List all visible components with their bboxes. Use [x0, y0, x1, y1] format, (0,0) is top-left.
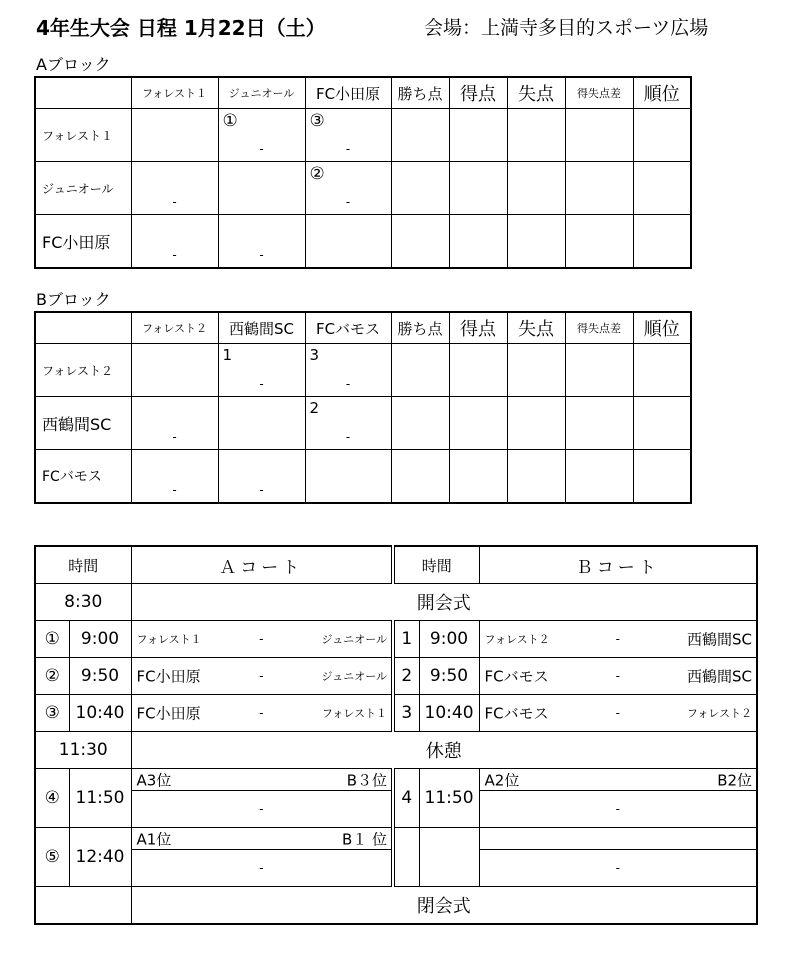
stat-cell	[391, 162, 449, 215]
col-header: フォレスト１	[131, 77, 218, 109]
diagonal-cell	[218, 162, 305, 215]
court-b-match	[479, 658, 757, 695]
court-a-score	[131, 791, 393, 828]
vs-dash: -	[615, 632, 620, 646]
away-seed: B2位	[717, 771, 753, 789]
stat-cell	[507, 344, 565, 397]
away-team: ジュニオール	[321, 633, 388, 646]
match-number: 2	[309, 399, 320, 417]
vs-dash: -	[259, 802, 264, 816]
vs-dash: -	[615, 861, 620, 875]
stat-cell	[565, 344, 633, 397]
match-number: ⑤	[35, 828, 69, 887]
result-cell	[131, 215, 218, 269]
home-team: FC小田原	[136, 704, 201, 723]
match-time: 9:50	[69, 658, 131, 695]
away-team: 西鶴間SC	[687, 667, 753, 686]
score-dash: -	[345, 142, 351, 156]
result-cell	[305, 162, 391, 215]
row-name: FCバモス	[35, 450, 131, 504]
away-team: フォレスト１	[321, 707, 388, 720]
match-time: 12:40	[69, 828, 131, 887]
venue-label: 会場：上満寺多目的スポーツ広場	[424, 17, 709, 39]
score-dash: -	[172, 195, 177, 209]
stat-cell	[565, 109, 633, 162]
empty-cell	[479, 828, 757, 850]
result-cell	[218, 344, 305, 397]
col-header: 勝ち点	[391, 77, 449, 109]
corner-cell	[35, 77, 131, 109]
row-name: ジュニオール	[35, 162, 131, 215]
home-team: FC小田原	[136, 667, 201, 686]
stat-cell	[507, 397, 565, 450]
diagonal-cell	[131, 109, 218, 162]
col-header: 得失点差	[565, 312, 633, 344]
match-number: ①	[35, 621, 69, 658]
empty-cell	[393, 828, 419, 887]
away-seed: B３位	[346, 771, 388, 789]
match-time: 10:40	[69, 695, 131, 732]
stat-cell	[507, 109, 565, 162]
block-a-table	[34, 76, 692, 269]
stat-cell	[391, 109, 449, 162]
stat-cell	[633, 397, 691, 450]
home-team: FCバモス	[484, 704, 549, 723]
col-header: ジュニオール	[218, 77, 305, 109]
vs-dash: -	[259, 669, 264, 683]
result-cell	[305, 397, 391, 450]
stat-cell	[449, 109, 507, 162]
vs-dash: -	[259, 861, 264, 875]
score-dash: -	[259, 248, 264, 262]
vs-dash: -	[259, 706, 264, 720]
col-header: 得点	[449, 312, 507, 344]
diagonal-cell	[305, 215, 391, 269]
away-team: ジュニオール	[321, 670, 388, 683]
match-time: 11:50	[419, 769, 479, 828]
match-number: ②	[35, 658, 69, 695]
col-header: 得失点差	[565, 77, 633, 109]
match-time: 11:50	[69, 769, 131, 828]
home-team: フォレスト１	[136, 633, 202, 646]
match-number: ①	[222, 111, 238, 131]
stat-cell	[507, 450, 565, 504]
score-dash: -	[172, 483, 177, 497]
match-number: 1	[393, 621, 419, 658]
court-b-seeds	[479, 769, 757, 791]
col-header: FCバモス	[305, 312, 391, 344]
result-cell	[218, 450, 305, 504]
stat-cell	[391, 397, 449, 450]
break-time: 11:30	[35, 732, 131, 769]
schedule-table	[34, 545, 758, 925]
court-a-match	[131, 658, 393, 695]
vs-dash: -	[615, 706, 620, 720]
score-dash: -	[345, 195, 351, 209]
diagonal-cell	[218, 397, 305, 450]
home-seed: A1位	[136, 830, 172, 848]
result-cell	[218, 215, 305, 269]
match-number: 3	[393, 695, 419, 732]
break-label: 休憩	[131, 732, 757, 769]
match-number: ②	[309, 164, 325, 184]
col-header: 順位	[633, 77, 691, 109]
match-time: 9:00	[69, 621, 131, 658]
col-header: FC小田原	[305, 77, 391, 109]
score-dash: -	[259, 142, 264, 156]
stat-cell	[449, 344, 507, 397]
row-name: フォレスト２	[35, 344, 131, 397]
court-a-seeds	[131, 769, 393, 791]
match-time: 10:40	[419, 695, 479, 732]
result-cell	[305, 109, 391, 162]
block-b-table	[34, 311, 692, 504]
away-team: フォレスト２	[686, 707, 753, 720]
court-a-score	[131, 850, 393, 887]
result-cell	[131, 450, 218, 504]
home-seed: A2位	[484, 771, 520, 789]
result-cell	[218, 109, 305, 162]
stat-cell	[507, 162, 565, 215]
row-name: 西鶴間SC	[35, 397, 131, 450]
result-cell	[131, 162, 218, 215]
block-a-label: Aブロック	[36, 55, 111, 74]
vs-dash: -	[615, 669, 620, 683]
stat-cell	[391, 450, 449, 504]
col-header: 失点	[507, 312, 565, 344]
match-number: ③	[309, 111, 325, 131]
court-b-match	[479, 621, 757, 658]
stat-cell	[565, 450, 633, 504]
court-a-match	[131, 621, 393, 658]
home-seed: A3位	[136, 771, 172, 789]
diagonal-cell	[305, 450, 391, 504]
col-header: 得点	[449, 77, 507, 109]
stat-cell	[507, 215, 565, 269]
corner-cell	[35, 312, 131, 344]
match-number: 1	[222, 346, 233, 364]
score-dash: -	[345, 377, 351, 391]
stat-cell	[449, 215, 507, 269]
stat-cell	[633, 450, 691, 504]
stat-cell	[391, 344, 449, 397]
col-header: 順位	[633, 312, 691, 344]
result-cell	[131, 397, 218, 450]
time-header: 時間	[35, 546, 131, 584]
match-time: 9:00	[419, 621, 479, 658]
row-name: フォレスト１	[35, 109, 131, 162]
stat-cell	[633, 344, 691, 397]
col-header: 勝ち点	[391, 312, 449, 344]
away-team: 西鶴間SC	[687, 630, 753, 649]
away-seed: B１ 位	[341, 830, 388, 848]
court-b-match	[479, 695, 757, 732]
stat-cell	[565, 397, 633, 450]
match-number: ④	[35, 769, 69, 828]
court-a-header: Ａコート	[131, 546, 393, 584]
match-number: 2	[393, 658, 419, 695]
empty-cell	[419, 828, 479, 887]
score-dash: -	[259, 483, 264, 497]
vs-dash: -	[259, 632, 264, 646]
row-name: FC小田原	[35, 215, 131, 269]
col-header: 西鶴間SC	[218, 312, 305, 344]
block-b-label: Bブロック	[36, 290, 111, 309]
col-header: 失点	[507, 77, 565, 109]
home-team: FCバモス	[484, 667, 549, 686]
stat-cell	[449, 397, 507, 450]
court-a-match	[131, 695, 393, 732]
col-header: フォレスト２	[131, 312, 218, 344]
page-title: 4年生大会 日程 1月22日（土）	[36, 16, 326, 40]
stat-cell	[633, 215, 691, 269]
empty-cell	[35, 887, 131, 925]
vs-dash: -	[615, 802, 620, 816]
diagonal-cell	[131, 344, 218, 397]
opening-ceremony: 開会式	[131, 584, 757, 621]
home-team: フォレスト２	[484, 633, 550, 646]
match-time: 9:50	[419, 658, 479, 695]
score-dash: -	[259, 377, 264, 391]
court-a-seeds	[131, 828, 393, 850]
match-number: 4	[393, 769, 419, 828]
court-b-header: Ｂコート	[479, 546, 757, 584]
score-dash: -	[345, 430, 351, 444]
court-b-score	[479, 850, 757, 887]
stat-cell	[449, 450, 507, 504]
stat-cell	[449, 162, 507, 215]
closing-ceremony: 閉会式	[131, 887, 757, 925]
match-number: ③	[35, 695, 69, 732]
stat-cell	[565, 162, 633, 215]
match-number: 3	[309, 346, 320, 364]
stat-cell	[391, 215, 449, 269]
stat-cell	[633, 162, 691, 215]
stat-cell	[565, 215, 633, 269]
stat-cell	[633, 109, 691, 162]
result-cell	[305, 344, 391, 397]
score-dash: -	[172, 430, 177, 444]
time-header: 時間	[393, 546, 479, 584]
court-b-score	[479, 791, 757, 828]
opening-time: 8:30	[35, 584, 131, 621]
score-dash: -	[172, 248, 177, 262]
